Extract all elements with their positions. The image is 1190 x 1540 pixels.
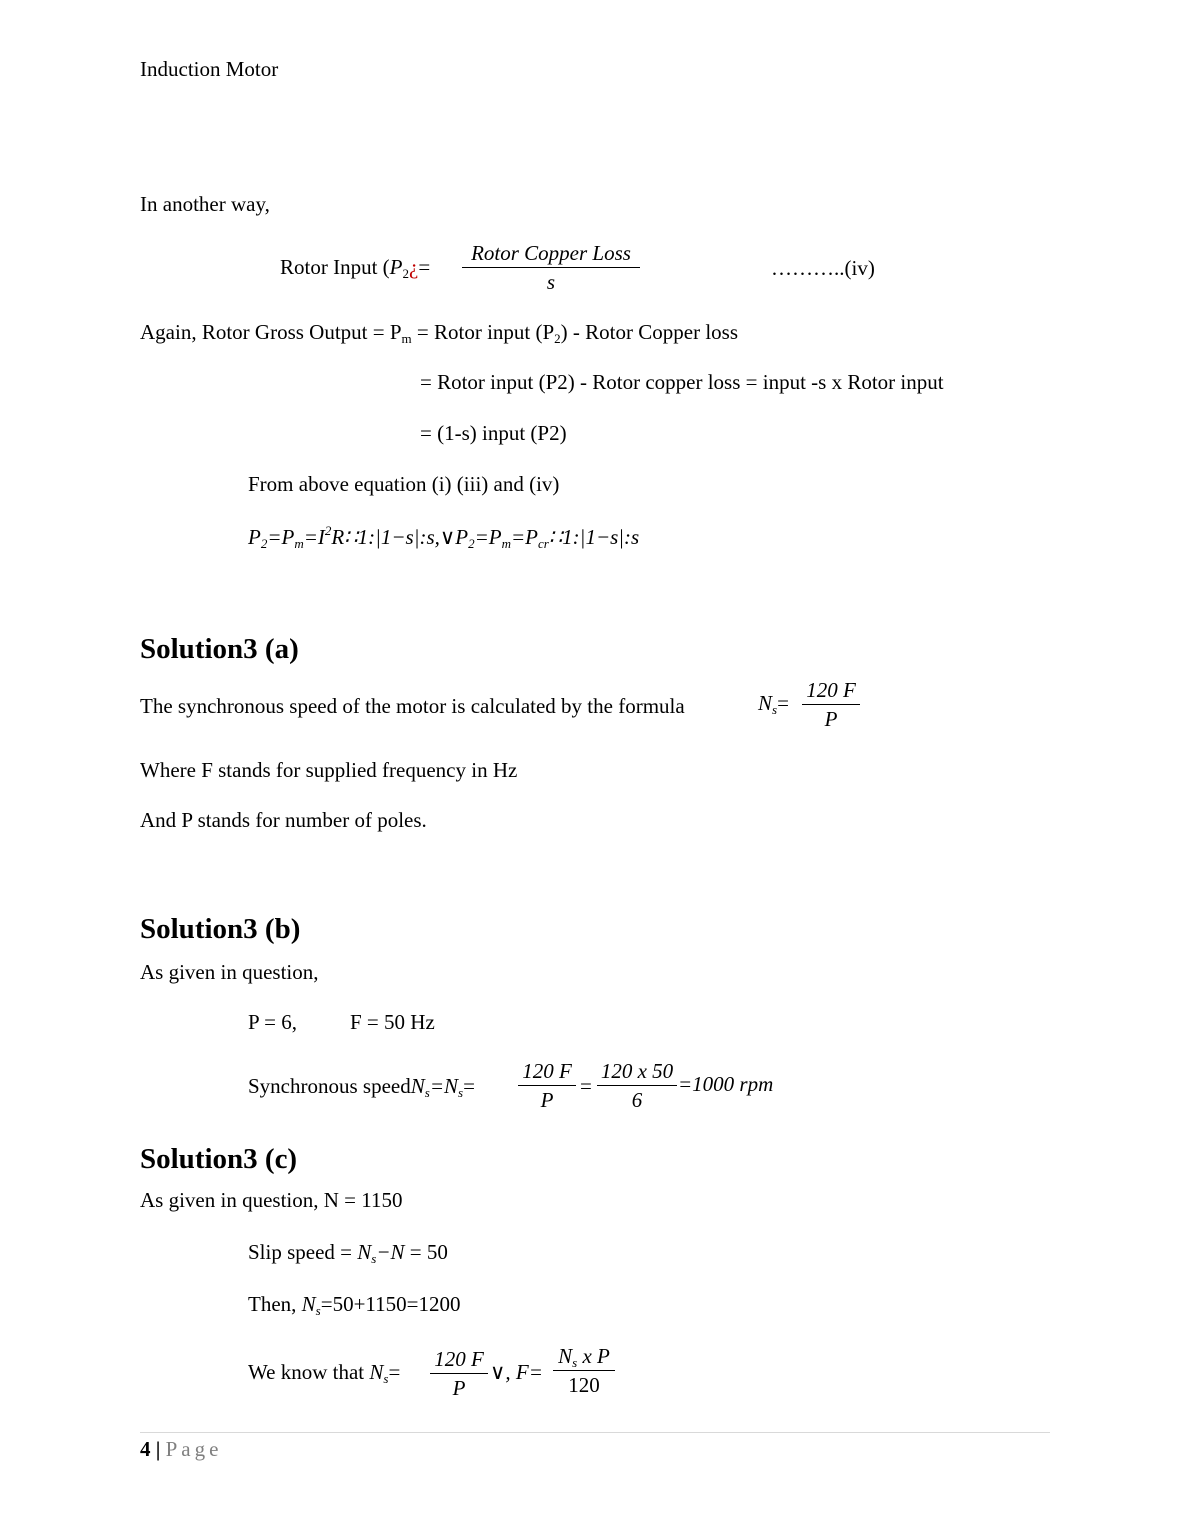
ns-symbol: [758, 691, 789, 717]
power-ratio-equation: [248, 523, 640, 551]
ns-equals-n: =N: [429, 1074, 458, 1098]
then-value: =50+1150=1200: [320, 1292, 461, 1316]
footer-rule: [140, 1432, 1050, 1433]
then-line: [248, 1292, 461, 1318]
gross-output-line: [140, 320, 738, 346]
fraction-numerator: Rotor Copper Loss: [471, 241, 631, 265]
ns-equals: =: [777, 691, 789, 715]
minus-n: −N: [376, 1240, 405, 1264]
sync-speed-calc: [248, 1074, 475, 1100]
fraction-bar: [802, 704, 860, 705]
slip-speed-line: [248, 1240, 448, 1266]
fraction-denominator: s: [546, 270, 556, 294]
and-p-text: And P stands for number of poles.: [140, 808, 427, 832]
sync-speed-result: =1000 rpm: [678, 1072, 774, 1096]
know-denominator-1: P: [452, 1376, 466, 1400]
solution-3c-heading: Solution3 (c): [140, 1143, 298, 1175]
gross-output-text-b: = Rotor input (P: [411, 320, 555, 344]
sync-speed-numerator: 120 F: [806, 678, 856, 702]
then-label: Then,: [248, 1292, 302, 1316]
p-value: P = 6,: [248, 1010, 297, 1034]
fraction-bar: [462, 267, 640, 268]
ns-letter: N: [758, 691, 773, 715]
ratio-pm2-sub: m: [501, 536, 511, 551]
equals-sign: =: [463, 1074, 475, 1098]
we-know-label: We know that: [248, 1360, 370, 1384]
calc-numerator-2: 120 x 50: [600, 1059, 674, 1083]
where-f-text: Where F stands for supplied frequency in Hz: [140, 758, 518, 782]
ratio-pcr-sub: cr: [537, 536, 549, 551]
from-above-text: From above equation (i) (iii) and (iv): [248, 472, 560, 496]
calc-denominator-2: 6: [631, 1088, 643, 1112]
fraction-bar: [553, 1370, 615, 1371]
given-text-c: As given in question, N = 1150: [140, 1188, 403, 1212]
rotor-input-label: Rotor Input (: [280, 255, 390, 279]
ratio-i-sup: 2: [324, 523, 332, 538]
ratio-middle: R∷1:|1−s|:s,∨P: [331, 525, 469, 549]
ns-letter: N: [369, 1360, 384, 1384]
p2-subscript: 2: [554, 331, 561, 346]
page-number: 4: [140, 1437, 151, 1461]
we-know-line: [248, 1360, 401, 1386]
gross-output-text-a: Again, Rotor Gross Output = P: [140, 320, 402, 344]
intro-text: In another way,: [140, 192, 270, 216]
rotor-copper-loss-fraction: [462, 243, 640, 293]
p2-subscript: 2: [402, 266, 409, 281]
know-denominator-2: 120: [568, 1373, 600, 1397]
equals-sign: =: [388, 1360, 401, 1384]
ratio-pm2: =P: [474, 525, 502, 549]
slip-speed-label: Slip speed =: [248, 1240, 358, 1264]
sync-speed-denominator: P: [824, 707, 838, 731]
page-word: Page: [165, 1437, 223, 1461]
ns-subscript: s: [371, 1251, 377, 1266]
ns-letter: N: [558, 1344, 573, 1368]
fraction-bar: [430, 1373, 488, 1374]
ns-letter: N: [357, 1240, 372, 1264]
sync-speed-label: Synchronous speed: [248, 1074, 411, 1098]
inverted-question-glyph: ¿: [408, 255, 419, 279]
fraction-bar: [597, 1085, 677, 1086]
gross-output-step-2: = Rotor input (P2) - Rotor copper loss = input -s x Rotor input: [420, 370, 944, 394]
ratio-p2: P: [248, 525, 261, 549]
rotor-input-equation: [280, 255, 431, 281]
calc-fraction-1: [518, 1061, 576, 1111]
equals-sign: =: [580, 1074, 592, 1098]
calc-denominator-1: P: [540, 1088, 554, 1112]
x-p-text: x P: [577, 1344, 610, 1368]
ratio-p2-sub: 2: [260, 536, 268, 551]
ratio-pm: =P: [267, 525, 295, 549]
know-numerator-1: 120 F: [434, 1347, 484, 1371]
equation-reference-iv: ………..(iv): [771, 256, 875, 280]
ns-subscript: s: [572, 1355, 578, 1370]
solution-3b-heading: Solution3 (b): [140, 913, 301, 945]
f-value: F = 50 Hz: [350, 1010, 435, 1034]
given-text-b: As given in question,: [140, 960, 319, 984]
fraction-bar: [518, 1085, 576, 1086]
p2-symbol: P: [389, 255, 403, 279]
equals-sign: =: [418, 255, 431, 279]
gross-output-text-c: ) - Rotor Copper loss: [560, 320, 738, 344]
ratio-end: ∷1:|1−s|:s: [548, 525, 640, 549]
know-numerator-2: [553, 1344, 615, 1370]
page-footer: [140, 1439, 222, 1460]
footer-separator: |: [150, 1437, 166, 1461]
or-f-equals: ∨, F=: [490, 1360, 543, 1384]
calc-numerator-1: 120 F: [522, 1059, 572, 1083]
ns-subscript: s: [424, 1085, 430, 1100]
calc-fraction-2: [597, 1061, 677, 1111]
sync-speed-formula-text: The synchronous speed of the motor is calculated by the formula: [140, 694, 685, 718]
ns-subscript: s: [383, 1371, 389, 1386]
sync-speed-fraction: [802, 680, 860, 730]
pm-subscript: m: [401, 331, 412, 346]
know-fraction-1: [430, 1349, 488, 1399]
ns-letter: N: [410, 1074, 425, 1098]
gross-output-step-3: = (1-s) input (P2): [420, 421, 567, 445]
ns-subscript: s: [315, 1303, 321, 1318]
ratio-pcr: =P: [510, 525, 538, 549]
ns2-subscript: s: [458, 1085, 464, 1100]
know-fraction-2: [553, 1346, 615, 1396]
slip-speed-value: = 50: [404, 1240, 448, 1264]
ns-subscript: s: [772, 702, 778, 717]
ns-letter: N: [301, 1292, 316, 1316]
running-header: Induction Motor: [140, 57, 279, 81]
ratio-p2b-sub: 2: [468, 536, 475, 551]
solution-3a-heading: Solution3 (a): [140, 633, 299, 665]
ratio-pm-sub: m: [294, 536, 304, 551]
ratio-i: =I: [303, 525, 325, 549]
